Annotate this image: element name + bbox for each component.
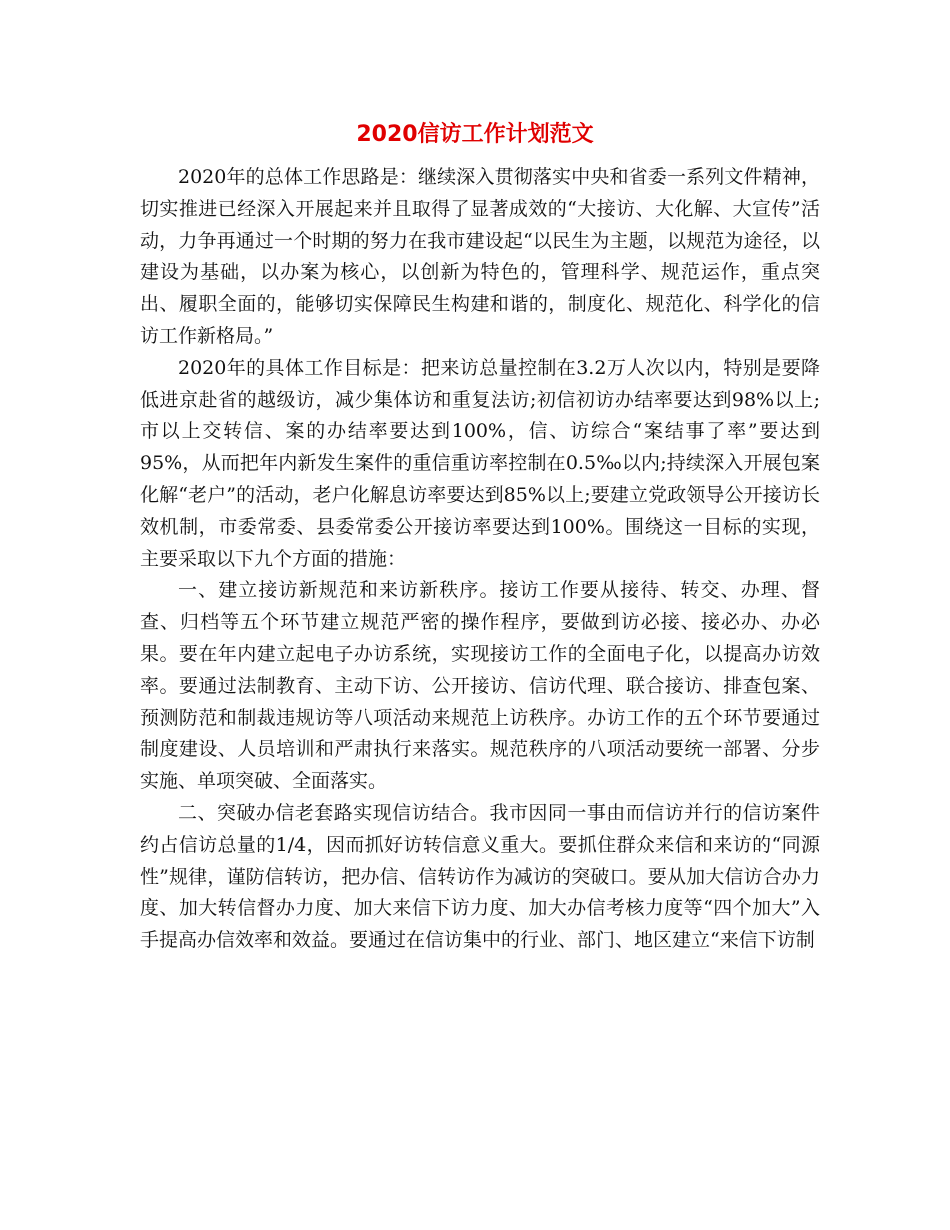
paragraph-specific-targets: 2020年的具体工作目标是：把来访总量控制在3.2万人次以内，特别是要降低进京赴省的越级访，减少集体访和重复法访;初信初访办结率要达到98%以上;市以上交转信、案的办结率要达到100%，信、访综合“案结事了率”要达到95%，从而把年内新发生案件的重信重访率控制在0.5‰以内;持续深入开展包案化解“老户”的活动，老户化解息访率要达到85%以上;要建立党政领导公开接访长效机制，市委常委、县委常委公开接访率要达到100%。围绕这一目标的实现，主要采取以下九个方面的措施： [140, 356, 820, 570]
paragraph-measure-two: 二、突破办信老套路实现信访结合。我市因同一事由而信访并行的信访案件约占信访总量的1/4，因而抓好访转信意义重大。要抓住群众来信和来访的“同源性”规律，谨防信转访，把办信、信转访作为减访的突破口。要从加大信访合办力度、加大转信督办力度、加大来信下访力度、加大办信考核力度等“四个加大”入手提高办信效率和效益。要通过在信访集中的行业、部门、地区建立“来信下访制 [140, 801, 820, 952]
document-title: 2020信访工作计划范文 [356, 122, 594, 147]
paragraph-overall-approach: 2020年的总体工作思路是：继续深入贯彻落实中央和省委一系列文件精神，切实推进已经深入开展起来并且取得了显著成效的“大接访、大化解、大宣传”活动，力争再通过一个时期的努力在我市建设起“以民生为主题，以规范为途径，以建设为基础，以办案为核心，以创新为特色的，管理科学、规范运作，重点突出、履职全面的，能够切实保障民生构建和谐的，制度化、规范化、科学化的信访工作新格局。” [140, 166, 820, 347]
paragraph-measure-one: 一、建立接访新规范和来访新秩序。接访工作要从接待、转交、办理、督查、归档等五个环节建立规范严密的操作程序，要做到访必接、接必办、办必果。要在年内建立起电子办访系统，实现接访工作的全面电子化，以提高办访效率。要通过法制教育、主动下访、公开接访、信访代理、联合接访、排查包案、预测防范和制裁违规访等八项活动来规范上访秩序。办访工作的五个环节要通过制度建设、人员培训和严肃执行来落实。规范秩序的八项活动要统一部署、分步实施、单项突破、全面落实。 [140, 579, 820, 793]
document-body [140, 162, 820, 957]
